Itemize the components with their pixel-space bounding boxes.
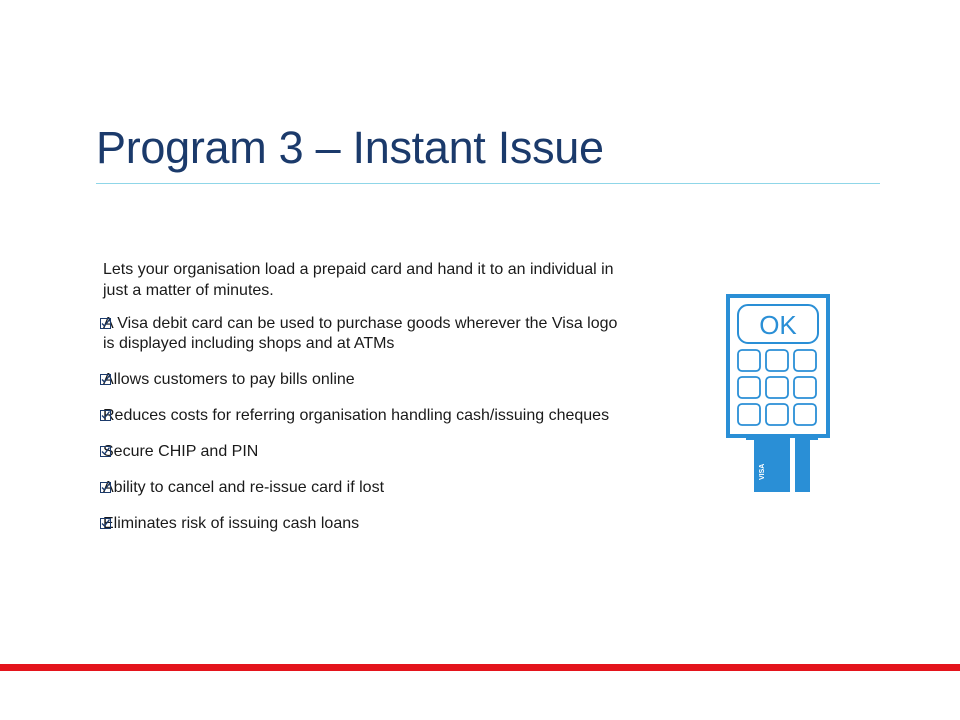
list-item-text: Reduces costs for referring organisation handling cash/issuing cheques [103,407,610,424]
list-item [100,478,630,498]
feature-list [100,314,630,550]
checkbox-icon [100,482,111,493]
list-item [100,314,630,354]
card-terminal-icon [724,292,834,497]
list-item-text: Allows customers to pay bills online [103,371,355,388]
checkbox-icon [100,410,111,421]
list-item-text: Ability to cancel and re-issue card if lost [103,479,385,496]
intro-text: Lets your organisation load a prepaid card and hand it to an individual in just a matter of minutes. [103,261,614,299]
footer-bar [0,664,960,671]
list-item [100,514,630,534]
list-item-text: A Visa debit card can be used to purchase goods wherever the Visa logo is displayed including shops and at ATMs [103,315,618,352]
list-item [100,406,630,426]
checkbox-icon [100,446,111,457]
list-item-text: Eliminates risk of issuing cash loans [103,515,360,532]
checkbox-icon [100,518,111,529]
list-item-text: Secure CHIP and PIN [103,443,259,460]
list-item [100,442,630,462]
checkbox-icon [100,318,111,329]
title-divider [96,183,880,184]
list-item [100,370,630,390]
terminal-screen-text: OK [759,310,797,340]
slide-title: Program 3 – Instant Issue [96,122,604,173]
checkbox-icon [100,374,111,385]
card-brand-text: VISA [759,463,766,480]
